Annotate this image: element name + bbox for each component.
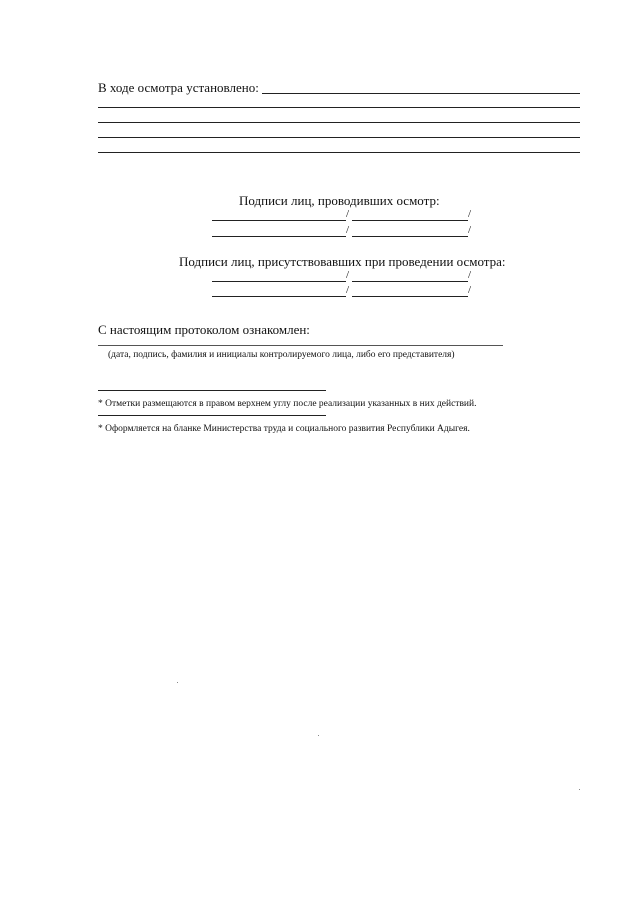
- inspector-1-name-line[interactable]: [352, 220, 468, 221]
- attendees-heading: Подписи лиц, присутствовавших при проведении осмотра:: [179, 254, 506, 269]
- findings-line-3[interactable]: [98, 122, 580, 123]
- attendee-2-signature-line[interactable]: [212, 296, 346, 297]
- scan-speck: [579, 789, 580, 790]
- inspector-2-separator: /: [346, 224, 350, 236]
- findings-line-4[interactable]: [98, 137, 580, 138]
- findings-line-1[interactable]: [262, 93, 580, 94]
- inspectors-heading: Подписи лиц, проводивших осмотр:: [239, 193, 440, 208]
- acknowledgement-label: С настоящим протоколом ознакомлен:: [98, 322, 310, 337]
- findings-line-5[interactable]: [98, 152, 580, 153]
- footnote-divider-1: [98, 390, 326, 391]
- footnote-letterhead: * Оформляется на бланке Министерства труда и социального развития Республики Адыгея.: [98, 424, 470, 434]
- attendee-2-end-separator: /: [468, 284, 472, 296]
- attendee-1-signature-line[interactable]: [212, 281, 346, 282]
- scan-speck: [318, 735, 319, 736]
- acknowledgement-signature-line[interactable]: [98, 345, 503, 346]
- acknowledgement-caption: (дата, подпись, фамилия и инициалы контролируемого лица, либо его представителя): [108, 350, 455, 360]
- inspector-2-end-separator: /: [468, 224, 472, 236]
- inspector-2-name-line[interactable]: [352, 236, 468, 237]
- attendee-2-name-line[interactable]: [352, 296, 468, 297]
- scan-speck: [177, 682, 178, 683]
- attendee-1-separator: /: [346, 269, 350, 281]
- inspector-2-signature-line[interactable]: [212, 236, 346, 237]
- footnote-marks: * Отметки размещаются в правом верхнем углу после реализации указанных в них действий.: [98, 399, 477, 409]
- inspector-1-end-separator: /: [468, 208, 472, 220]
- footnote-divider-2: [98, 415, 326, 416]
- attendee-1-end-separator: /: [468, 269, 472, 281]
- inspector-1-separator: /: [346, 208, 350, 220]
- findings-label: В ходе осмотра установлено:: [98, 80, 259, 95]
- inspector-1-signature-line[interactable]: [212, 220, 346, 221]
- attendee-2-separator: /: [346, 284, 350, 296]
- findings-line-2[interactable]: [98, 107, 580, 108]
- attendee-1-name-line[interactable]: [352, 281, 468, 282]
